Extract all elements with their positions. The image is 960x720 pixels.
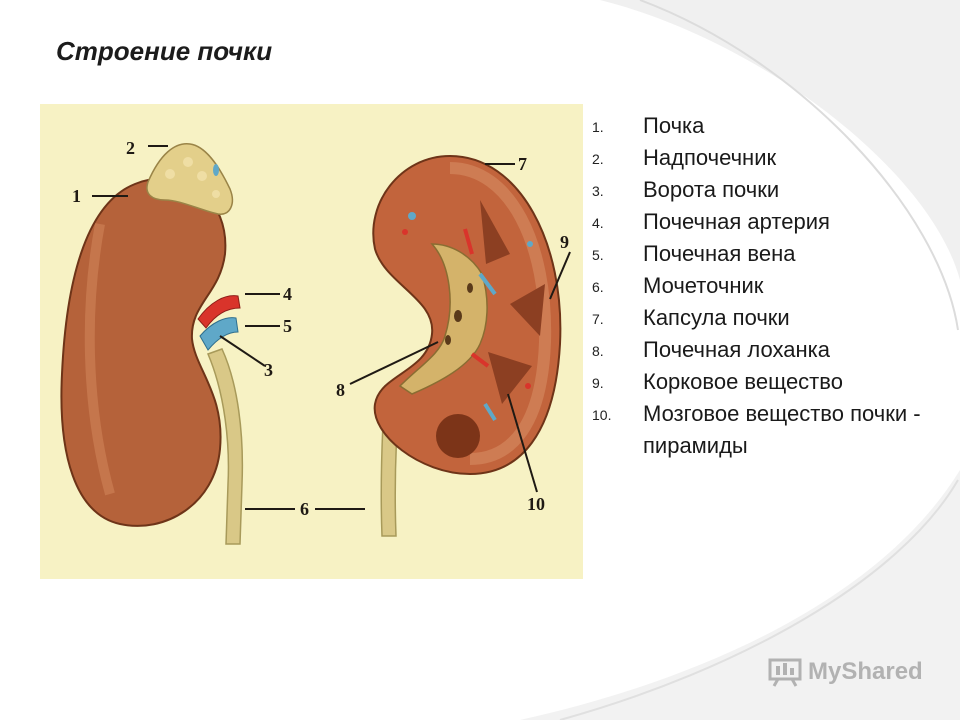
legend-label: Корковое вещество bbox=[643, 369, 843, 394]
callout-10: 10 bbox=[527, 494, 545, 514]
legend-item bbox=[592, 206, 932, 238]
legend-number: 1. bbox=[592, 119, 604, 135]
legend-number: 7. bbox=[592, 311, 604, 327]
legend-item bbox=[592, 334, 932, 366]
callout-9: 9 bbox=[560, 232, 569, 252]
callout-7: 7 bbox=[518, 154, 527, 174]
legend-item bbox=[592, 398, 932, 462]
callout-1: 1 bbox=[72, 186, 81, 206]
legend-list bbox=[592, 110, 932, 462]
legend-item bbox=[592, 174, 932, 206]
callout-2: 2 bbox=[126, 138, 135, 158]
legend-number: 4. bbox=[592, 215, 604, 231]
legend-label: Надпочечник bbox=[643, 145, 777, 170]
legend-label: Мозговое вещество почки - пирамиды bbox=[643, 401, 921, 458]
legend-number: 6. bbox=[592, 279, 604, 295]
slide-title: Строение почки bbox=[56, 36, 273, 66]
callout-5: 5 bbox=[283, 316, 292, 336]
legend-label: Почка bbox=[643, 113, 705, 138]
callout-8: 8 bbox=[336, 380, 345, 400]
legend-label: Почечная лоханка bbox=[643, 337, 830, 362]
legend-item bbox=[592, 302, 932, 334]
kidney-diagram bbox=[40, 104, 583, 579]
watermark bbox=[768, 657, 923, 687]
legend-number: 3. bbox=[592, 183, 604, 199]
legend-item bbox=[592, 238, 932, 270]
presentation-board-icon bbox=[768, 657, 802, 687]
legend-number: 8. bbox=[592, 343, 604, 359]
legend-label: Почечная вена bbox=[643, 241, 796, 266]
legend-label: Почечная артерия bbox=[643, 209, 830, 234]
callout-6: 6 bbox=[300, 499, 309, 519]
legend-item bbox=[592, 142, 932, 174]
callout-4: 4 bbox=[283, 284, 292, 304]
watermark-text: MyShared bbox=[808, 658, 923, 685]
callout-3: 3 bbox=[264, 360, 273, 380]
legend-item bbox=[592, 270, 932, 302]
legend-label: Мочеточник bbox=[643, 273, 764, 298]
legend-number: 10. bbox=[592, 407, 612, 423]
legend-label: Капсула почки bbox=[643, 305, 790, 330]
legend-number: 2. bbox=[592, 151, 604, 167]
legend-label: Ворота почки bbox=[643, 177, 780, 202]
legend-number: 9. bbox=[592, 375, 604, 391]
legend-item bbox=[592, 110, 932, 142]
legend-item bbox=[592, 366, 932, 398]
legend-number: 5. bbox=[592, 247, 604, 263]
kidney-illustration bbox=[40, 104, 583, 579]
